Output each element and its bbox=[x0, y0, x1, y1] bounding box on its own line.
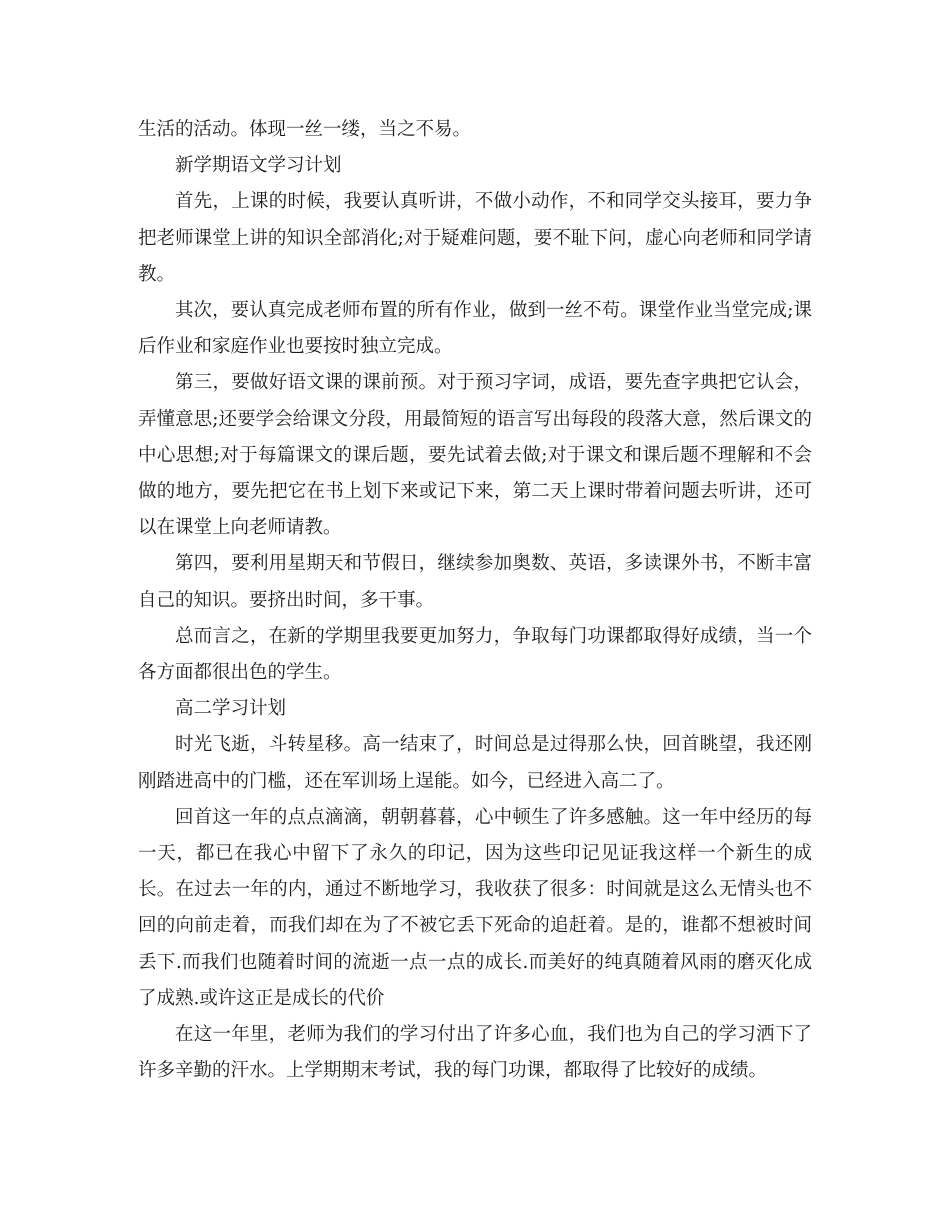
paragraph-third: 第三，要做好语文课的课前预。对于预习字词，成语，要先查字典把它认会，弄懂意思;还要学会给课文分段，用最简短的语言写出每段的段落大意，然后课文的中心思想;对于每篇课文的课后题，要先试着去做;对于课文和课后题不理解和不会做的地方，要先把它在书上划下来或记下来，第二天上课时带着问题去听讲，还可以在课堂上向老师请教。 bbox=[138, 372, 812, 539]
heading-new-semester-chinese-plan: 新学期语文学习计划 bbox=[175, 155, 342, 177]
document-body bbox=[138, 112, 812, 1089]
paragraph-looking-back: 回首这一年的点点滴滴，朝朝暮暮，心中顿生了许多感触。这一年中经历的每一天，都已在我心中留下了永久的印记，因为这些印记见证我这样一个新生的成长。在过去一年的内，通过不断地学习，我收获了很多：时间就是这么无情头也不回的向前走着，而我们却在为了不被它丢下死命的追赶着。是的，谁都不想被时间丢下.而我们也随着时间的流逝一点一点的成长.而美好的纯真随着风雨的磨灭化成了成熟.或许这正是成长的代价 bbox=[138, 806, 812, 1009]
paragraph-second: 其次，要认真完成老师布置的所有作业，做到一丝不苟。课堂作业当堂完成;课后作业和家庭作业也要按时独立完成。 bbox=[138, 300, 812, 358]
paragraph-time-flies: 时光飞逝，斗转星移。高一结束了，时间总是过得那么快，回首眺望，我还刚刚踏进高中的门槛，还在军训场上逞能。如今，已经进入高二了。 bbox=[138, 734, 812, 792]
paragraph-this-year: 在这一年里，老师为我们的学习付出了许多心血，我们也为自己的学习洒下了许多辛勤的汗水。上学期期末考试，我的每门功课，都取得了比较好的成绩。 bbox=[138, 1024, 812, 1082]
paragraph-summary: 总而言之，在新的学期里我要更加努力，争取每门功课都取得好成绩，当一个各方面都很出色的学生。 bbox=[138, 625, 812, 684]
paragraph-continuation: 生活的活动。体现一丝一缕，当之不易。 bbox=[138, 119, 472, 140]
paragraph-fourth: 第四，要利用星期天和节假日，继续参加奥数、英语，多读课外书，不断丰富自己的知识。要挤出时间，多干事。 bbox=[138, 553, 812, 611]
paragraph-first: 首先，上课的时候，我要认真听讲，不做小动作，不和同学交头接耳，要力争把老师课堂上讲的知识全部消化;对于疑难问题，要不耻下问，虚心向老师和同学请教。 bbox=[138, 191, 812, 285]
heading-grade-two-study-plan: 高二学习计划 bbox=[175, 698, 287, 720]
